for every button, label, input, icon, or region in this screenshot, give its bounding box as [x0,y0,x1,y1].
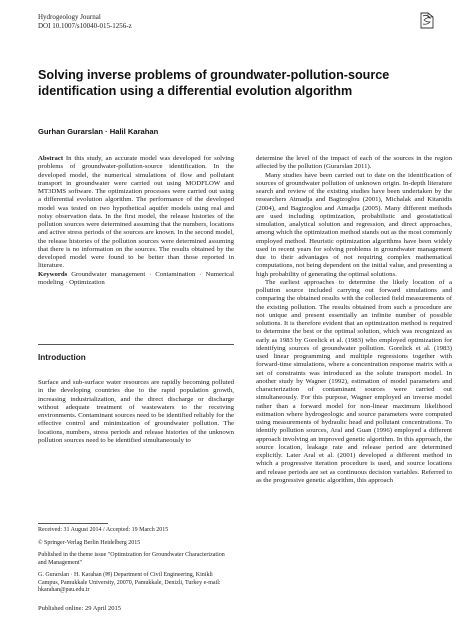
keywords [38,271,234,288]
footnote-divider [38,523,108,524]
journal-name: Hydrogeology Journal [38,13,101,21]
publisher-logo-icon [418,9,436,31]
body-right-column [256,155,452,485]
keywords-label: Keywords [38,270,68,278]
journal-header [38,13,132,31]
abstract-text: In this study, an accurate model was developed for solving problems of groundwater-pollution-source identification. In the developed model, the numerical simulations of flow and pollutant transport in groundwater were carried out using MODFLOW and MT3DMS software. The optimization processes were carried out using a differential evolution algorithm. The performance of the developed model was tested on two hypothetical aquifer models using real and noisy observation data. In the first model, the release histories of the pollution sources were determined assuming that the numbers, locations and active stress periods of the sources are known. In the second model, the release histories of the pollution sources were determined assuming that there is no information on the sources. The results obtained by the developed model were found to be better than those reported in literature. [38,155,234,270]
section-divider [38,344,234,345]
published-online: Published online: 29 April 2015 [38,605,122,612]
theme-issue-note: Published in the theme issue "Optimization for Groundwater Characterization and Management" [38,552,225,566]
authors: Gurhan Gurarslan · Halil Karahan [38,127,159,136]
introduction-text: Surface and sub-surface water resources are rapidly becoming polluted in the developing countries due to the rapid population growth, increasing industrialization, and the direct discharge or discharge without adequate treatment of wastewaters to the receiving environments. Contaminant sources need to be identified reliably for the effective control and minimization of groundwater pollution. The locations, numbers, stress periods and release histories of the unknown pollution sources need to be identified simultaneously to [38,379,234,444]
paragraph-2: Many studies have been carried out to date on the identification of sources of groundwater pollution of unknown origin. In-depth literature search and review of the existing studies have been undertaken by the researchers Atmadja and Bagtzoglou (2001), Michalak and Kitanidis (2004), and Bagtzoglou and Atmadja (2005). Many different methods are used including optimization, probabilistic and geostatistical simulation, analytical solution and regression, and direct approaches, among which the optimization method stands out as the most commonly employed method. Heuristic optimization algorithms have been widely used in recent years for solving problems in groundwater management due to their advantages of not requiring complex mathematical computations, not being dependent on the initial value, and presenting a high probability of generating the optimal solutions. [256,171,452,278]
received-dates: Received: 31 August 2014 / Accepted: 19 March 2015 [38,527,169,533]
introduction-heading: Introduction [38,353,86,362]
abstract-label: Abstract [38,155,64,162]
footnotes [38,527,234,595]
doi: DOI 10.1007/s10040-015-1256-z [38,22,132,30]
copyright: © Springer-Verlag Berlin Heidelberg 2015 [38,539,141,546]
abstract [38,155,234,271]
paragraph-1: determine the level of the impact of each of the sources in the region affected by the pollution (Gurarslan 2011). [256,155,452,171]
paragraph-3: The earliest approaches to determine the likely location of a pollution source included carrying out forward simulations and comparing the obtained results with the collected field measurements of the existing pollution. The results obtained from such a procedure are not unique and present essentially an infinite number of possible solutions. It is therefore evident that an optimization method is required to determine the best or the optimal solution, which was recognized as early as 1983 by Gorelick et al. (1983) who employed optimization for identifying sources of groundwater pollution. Gorelick et al. (1983) used linear programming and multiple regressions together with forward-time simulations, where a concentration response matrix with a set of constraints was introduced as the solute transport model. In another study by Wagner (1992), estimation of model parameters and characterization of contaminant sources were carried out simultaneously. For this purpose, Wagner employed an inverse model rather than a forward model for non-linear maximum likelihood estimation where hydrogeologic and source parameters were computed using measurements of hydraulic head and pollutant concentrations. To identify pollution sources, Aral and Guan (1996) employed a different approach involving an improved genetic algorithm. In this approach, the source location, leakage rate and release period are determined explicitly. Later Aral et al. (2001) developed a different method in which a progressive iteration procedure is used, and source locations and release periods are set as continuous decision variables. Referred to as the progressive genetic algorithm, this approach [256,278,452,484]
keywords-text: Groundwater management · Contamination · Numerical modeling · Optimization [38,270,235,286]
abstract-column [38,155,234,287]
article-title: Solving inverse problems of groundwater-pollution-source identification using a differential evolution algorithm [38,68,390,98]
author-address: G. Gurarslan · H. Karahan (✉) Department of Civil Engineering, Kinikli Campus, Pamukkale University, 20070, Pamukkale, Denizli, Turkey e-mail: hkarahan@pau.edu.tr [38,572,221,593]
